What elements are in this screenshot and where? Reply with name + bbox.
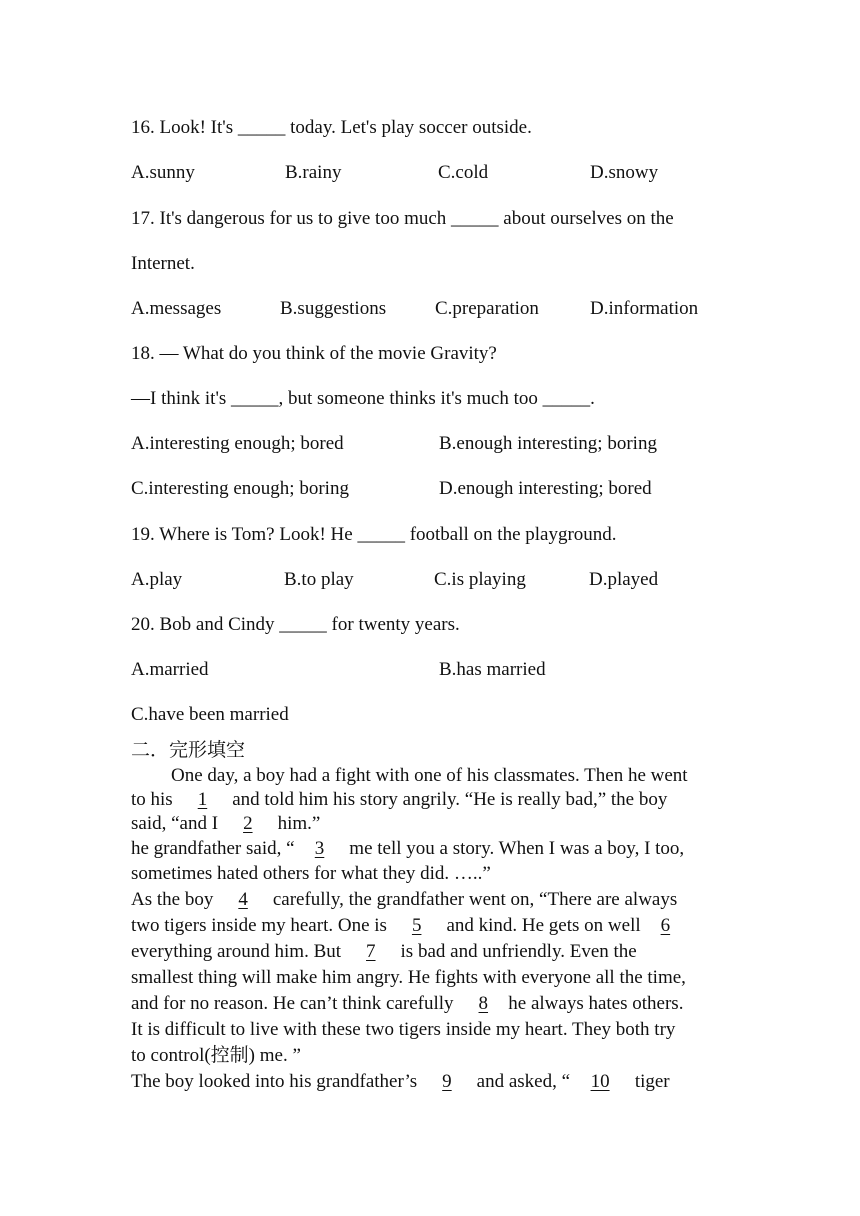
q16-option-d: D.snowy <box>590 162 659 183</box>
passage-line: As the boy 4 carefully, the grandfather went on, “There are always <box>131 889 678 910</box>
question-19-stem: 19. Where is Tom? Look! He _____ football on the playground. <box>131 524 617 545</box>
passage-line: two tigers inside my heart. One is 5 and kind. He gets on well 6 <box>131 915 685 937</box>
blank-9: 9 <box>442 1071 452 1092</box>
passage-line: It is difficult to live with these two tigers inside my heart. They both try <box>131 1019 676 1040</box>
q18-option-b: B.enough interesting; boring <box>439 433 657 454</box>
question-17-stem-cont: Internet. <box>131 253 195 274</box>
passage-line: and for no reason. He can’t think carefully 8 he always hates others. <box>131 993 684 1014</box>
blank-6: 6 <box>660 915 671 936</box>
q20-option-b: B.has married <box>439 659 546 680</box>
q19-option-c: C.is playing <box>434 569 526 590</box>
q19-option-d: D.played <box>589 569 659 590</box>
blank-2: 2 <box>243 813 253 834</box>
blank-7: 7 <box>366 941 376 962</box>
passage-line: sometimes hated others for what they did. …..” <box>131 863 491 884</box>
q16-option-c: C.cold <box>438 162 489 183</box>
blank-1: 1 <box>197 789 208 810</box>
question-16-stem: 16. Look! It's _____ today. Let's play soccer outside. <box>131 117 532 138</box>
blank-4: 4 <box>238 889 248 910</box>
blank-10: 10 <box>590 1071 610 1092</box>
passage-line: smallest thing will make him angry. He fights with everyone all the time, <box>131 967 686 988</box>
q16-option-b: B.rainy <box>285 162 342 183</box>
passage-line: everything around him. But 7 is bad and unfriendly. Even the <box>131 941 637 962</box>
passage-line: One day, a boy had a fight with one of his classmates. Then he went <box>171 765 688 786</box>
q17-option-d: D.information <box>590 298 699 319</box>
passage-line: he grandfather said, “ 3 me tell you a story. When I was a boy, I too, <box>131 838 685 859</box>
q17-option-b: B.suggestions <box>280 298 387 319</box>
q17-option-a: A.messages <box>131 298 222 319</box>
blank-8: 8 <box>478 993 489 1014</box>
q19-option-b: B.to play <box>284 569 354 590</box>
q20-option-c: C.have been married <box>131 704 289 725</box>
question-18-stem-cont: —I think it's _____, but someone thinks it's much too _____. <box>131 388 595 409</box>
question-17-stem: 17. It's dangerous for us to give too much _____ about ourselves on the <box>131 208 674 229</box>
section-heading: 二．完形填空 <box>131 739 246 761</box>
q18-option-d: D.enough interesting; bored <box>439 478 652 499</box>
blank-3: 3 <box>314 838 325 859</box>
q18-option-c: C.interesting enough; boring <box>131 478 349 499</box>
passage-line: to his 1 and told him his story angrily. “He is really bad,” the boy <box>131 789 668 810</box>
q20-option-a: A.married <box>131 659 209 680</box>
question-18-stem: 18. — What do you think of the movie Gravity? <box>131 343 497 364</box>
passage-line: said, “and I 2 him.” <box>131 813 321 834</box>
question-20-stem: 20. Bob and Cindy _____ for twenty years. <box>131 614 460 635</box>
q19-option-a: A.play <box>131 569 183 590</box>
blank-5: 5 <box>411 915 422 936</box>
q17-option-c: C.preparation <box>435 298 539 319</box>
passage-line: to control(控制) me. ” <box>131 1045 301 1066</box>
passage-line: The boy looked into his grandfather’s 9 and asked, “ 10 tiger <box>131 1071 670 1092</box>
q16-option-a: A.sunny <box>131 162 195 183</box>
q18-option-a: A.interesting enough; bored <box>131 433 344 454</box>
